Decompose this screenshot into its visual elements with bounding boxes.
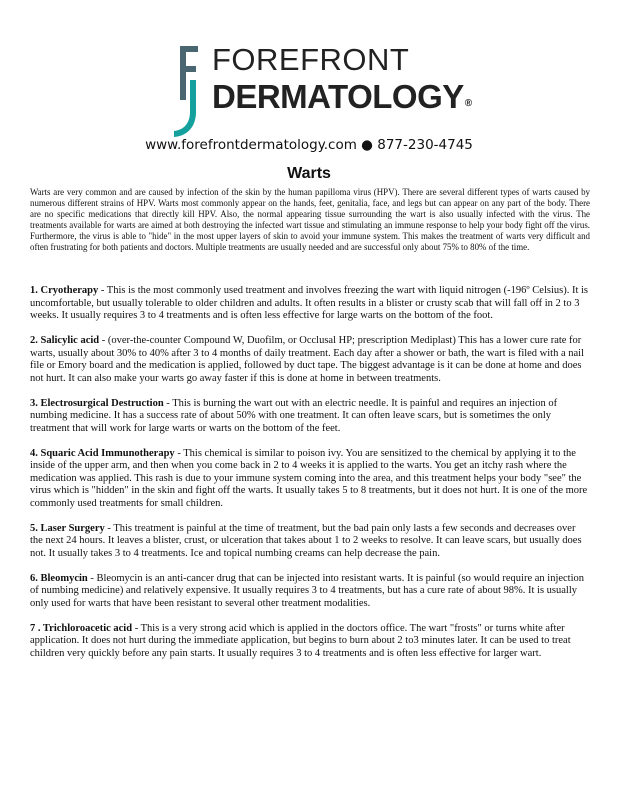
treatment-description: - This is the most commonly used treatment and involves freezing the wart with liquid nitrogen (-196º Celsius). It is uncomfortable, but usually tolerable to older children and adults. It often results in a blister or crusty scab that will fall off in 2 to 3 weeks. It usually requires 3 to 4 treatments and is often less effective for large warts on the bottom of the foot. [30, 285, 589, 321]
logo-text-forefront: FOREFRONT [212, 42, 410, 77]
treatment-item [30, 573, 590, 611]
logo-text-dermatology-word: DERMATOLOGY [212, 78, 464, 115]
treatment-item [30, 523, 590, 561]
treatment-name: 4. Squaric Acid Immunotherapy [30, 447, 175, 459]
treatment-item [30, 398, 590, 436]
treatment-description: - This is a very strong acid which is applied in the doctors office. The wart "frosts" or turns white after application. It does not hurt during the immediate application, but begins to burn about 2 to3 minutes later. It can be used to treat children very quickly before any pain starts. It usually requires 3 to 4 treatments and is often less effective for larger wart. [30, 622, 571, 659]
treatment-item [30, 448, 590, 511]
treatment-name: 3. Electrosurgical Destruction [30, 397, 164, 409]
treatment-list [30, 285, 590, 673]
treatment-item [30, 285, 590, 323]
treatment-description: - This is burning the wart out with an electric needle. It is painful and requires an injection of numbing medicine. It has a success rate of about 50% with one treatment. It can often leave scars, but is sometimes the only treatment that will work for large warts or warts on the bottom of the feet. [30, 397, 558, 434]
treatment-name: 2. Salicylic acid [30, 335, 100, 346]
treatment-name: 6. Bleomycin [30, 572, 88, 584]
treatment-description: - This chemical is similar to poison ivy. You are sensitized to the chemical by applying it to the inside of the upper arm, and then when you come back in 2 to 4 weeks it is applied to the warts. You get an itchy rash where the medication was applied. This rash is due to your immune system coming into the area, and this treatment helps your body "see" the virus which is "hidden" in the skin and fight off the warts. It usually takes 5 to 8 treatments, but it does not hurt. It is one of the more commonly used treatments for small children. [30, 447, 588, 509]
page-title: Warts [287, 165, 331, 182]
treatment-item [30, 335, 590, 385]
treatment-description: - This treatment is painful at the time of treatment, but the bad pain only lasts a few seconds and decreases over the next 24 hours. It leaves a blister, crust, or ulceration that takes about 1 to 2 weeks to resolve. It can leave scars, but usually does not. It usually takes 3 to 4 treatments. Ice and topical numbing creams can help decrease the pain. [30, 522, 582, 559]
treatment-name: 1. Cryotherapy [30, 285, 99, 296]
registered-mark: ® [464, 98, 472, 109]
intro-paragraph: Warts are very common and are caused by infection of the skin by the human papilloma virus (HPV). There are several different types of warts caused by numerous different strains of HPV. Warts most commonly appear on the hands, feet, genitalia, face, and legs but can appear on any part of the body. There are no specific medications that directly kill HPV. Also, the normal appearing tissue surrounding the wart is also usually infected with the virus. The treatments available for warts are aimed at both destroying the infected wart tissue and stimulating an immune response to help your body fight off the virus. Furthermore, the virus is able to "hide" in the most upper layers of skin to avoid your immune system. This makes the treatment of warts very difficult and often frustrating for both patients and doctors. Multiple treatments are usually needed and are successful only about 75% to 80% of the time. [30, 187, 590, 252]
treatment-name: 7 . Trichloroacetic acid [30, 622, 133, 634]
treatment-description: - Bleomycin is an anti-cancer drug that can be injected into resistant warts. It is painful (so would require an injection of numbing medicine) and relatively expensive. It usually requires 3 to 4 treatments, but has a cure rate of about 98%. It is usually only used for warts that have been resistant to several other treatment modalities. [30, 572, 585, 609]
logo-text-dermatology [212, 80, 472, 113]
treatment-name: 5. Laser Surgery [30, 522, 105, 534]
contact-line: www.forefrontdermatology.com ● 877-230-4745 [145, 137, 473, 153]
treatment-description: - (over-the-counter Compound W, Duofilm, or Occlusal HP; prescription Mediplast) This has a lower cure rate for warts, usually about 30% to 40% after 3 to 4 months of daily treatment. Each day after a shower or bath, the wart is filed with a nail file or Emory board and the medication is applied, followed by duct tape. The biggest advantage is it can be done at home and does not hurt. It can also make your warts go away faster if this is done at home in between treatments. [30, 335, 585, 384]
ff-logo-mark-icon [170, 40, 204, 138]
treatment-item [30, 623, 590, 661]
forefront-dermatology-logo [170, 40, 470, 138]
